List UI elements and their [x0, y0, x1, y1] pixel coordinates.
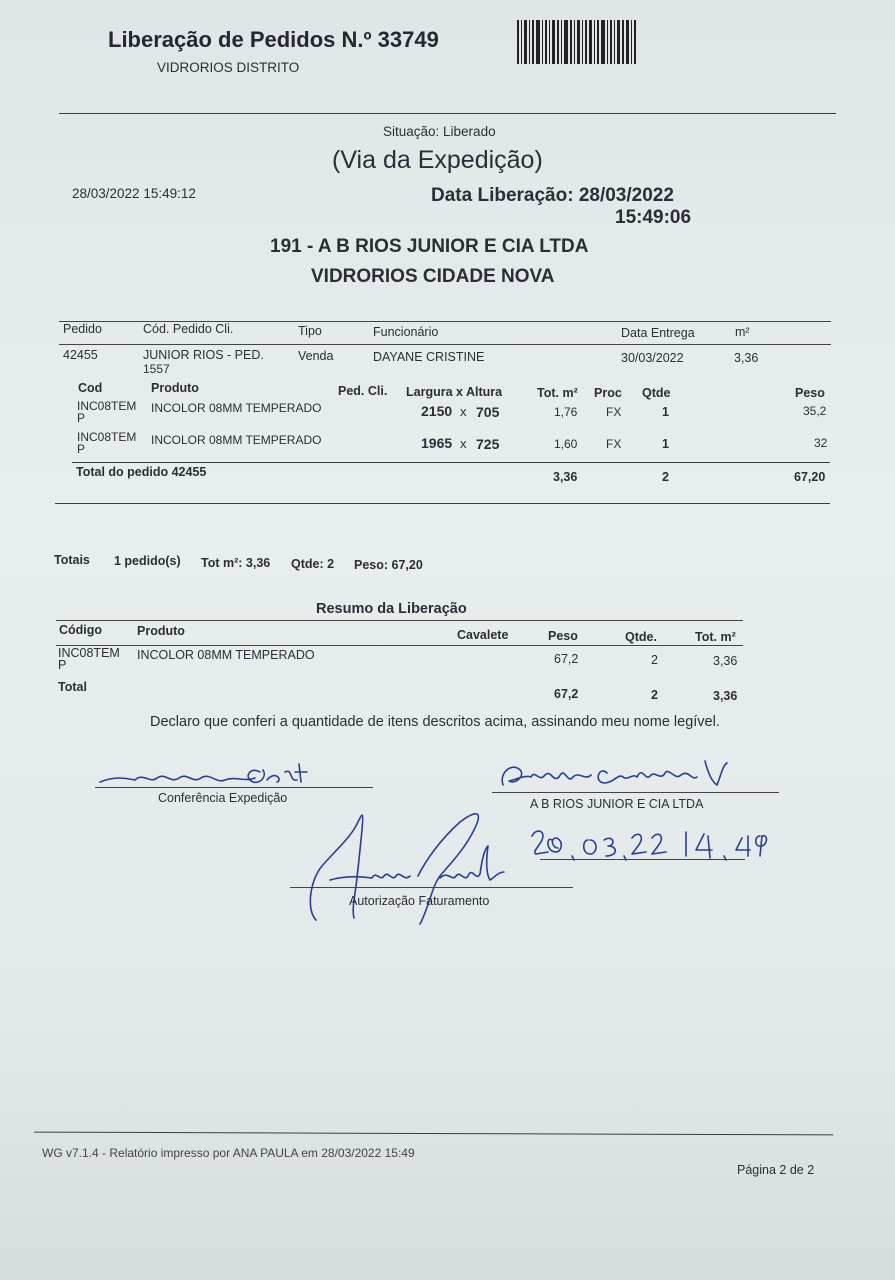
autorizacao-label: Autorização Faturamento [349, 894, 490, 908]
item-altura: 725 [476, 436, 500, 452]
signature-client [495, 755, 735, 795]
order-m2: 3,36 [734, 351, 759, 365]
resumo-produto: INCOLOR 08MM TEMPERADO [137, 648, 315, 662]
item-cod-suffix: P [77, 442, 86, 456]
item-peso: 32 [814, 436, 828, 450]
situacao-text: Situação: Liberado [383, 124, 496, 139]
order-pedido: 42455 [63, 348, 98, 362]
item-tot-m2: 1,76 [554, 405, 578, 419]
item-x: x [460, 436, 467, 451]
resumo-col-produto: Produto [137, 624, 185, 638]
order-total-m2: 3,36 [553, 470, 578, 484]
resumo-qtde: 2 [651, 653, 658, 667]
order-total-qtde: 2 [662, 470, 669, 484]
order-total-label: Total do pedido 42455 [76, 465, 207, 479]
item-cod: INC08TEM [77, 399, 137, 413]
conferencia-sign-line [95, 787, 373, 788]
item-col-produto: Produto [151, 381, 199, 395]
printed-by: WG v7.1.4 - Relatório impresso por ANA PAULA em 28/03/2022 15:49 [42, 1146, 415, 1160]
release-time: 15:49:06 [615, 207, 692, 228]
resumo-col-tot-m2: Tot. m² [695, 630, 736, 644]
order-bottom-rule [55, 503, 830, 504]
resumo-header-rule [56, 645, 743, 646]
resumo-cod: INC08TEM [58, 646, 120, 660]
item-qtde: 1 [662, 437, 669, 451]
item-altura: 705 [476, 404, 500, 420]
totais-peso: Peso: 67,20 [354, 558, 423, 572]
company-name: VIDRORIOS DISTRITO [157, 60, 300, 75]
totais-label: Totais [54, 553, 90, 567]
resumo-col-codigo: Código [59, 623, 103, 637]
client-sign-label: A B RIOS JUNIOR E CIA LTDA [530, 797, 704, 811]
item-produto: INCOLOR 08MM TEMPERADO [151, 401, 322, 415]
client-store: VIDRORIOS CIDADE NOVA [311, 266, 555, 287]
resumo-col-peso: Peso [548, 629, 578, 643]
order-cod-cli-1: JUNIOR RIOS - PED. [143, 348, 264, 362]
totais-qtde: Qtde: 2 [291, 557, 335, 571]
item-col-proc: Proc [594, 386, 622, 400]
item-tot-m2: 1,60 [554, 437, 578, 451]
order-funcionario: DAYANE CRISTINE [373, 350, 485, 364]
order-total-rule [72, 462, 830, 463]
item-cod: INC08TEM [77, 430, 137, 444]
resumo-top-rule [56, 620, 743, 621]
client-name: 191 - A B RIOS JUNIOR E CIA LTDA [270, 236, 589, 257]
order-cod-cli-2: 1557 [143, 362, 170, 376]
item-col-tot-m2: Tot. m² [537, 386, 578, 400]
order-data-entrega: 30/03/2022 [621, 351, 684, 365]
resumo-total-tot-m2: 3,36 [713, 689, 738, 703]
resumo-total-qtde: 2 [651, 688, 658, 702]
item-col-cod: Cod [78, 381, 103, 395]
item-col-ped-cli: Ped. Cli. [338, 384, 388, 398]
item-proc: FX [606, 405, 622, 419]
order-header-rule [59, 344, 831, 345]
item-cod-suffix: P [77, 411, 86, 425]
col-funcionario: Funcionário [373, 325, 439, 339]
totais-m2: Tot m²: 3,36 [201, 556, 271, 570]
col-pedido: Pedido [63, 322, 102, 336]
item-proc: FX [606, 437, 622, 451]
declaration-text: Declaro que conferi a quantidade de itens descritos acima, assinando meu nome legível. [150, 714, 720, 730]
print-datetime: 28/03/2022 15:49:12 [72, 186, 196, 201]
col-tipo: Tipo [298, 324, 322, 338]
item-col-qtde: Qtde [642, 386, 671, 400]
barcode-icon [517, 20, 655, 64]
item-peso: 35,2 [803, 404, 827, 418]
item-qtde: 1 [662, 405, 669, 419]
col-cod-cli: Cód. Pedido Cli. [143, 322, 234, 336]
col-m2: m² [735, 325, 750, 339]
resumo-cod-suffix: P [58, 658, 67, 672]
resumo-total-peso: 67,2 [554, 687, 579, 701]
header-divider [59, 113, 836, 114]
client-sign-line [492, 792, 779, 793]
item-produto: INCOLOR 08MM TEMPERADO [151, 433, 322, 447]
via-title: (Via da Expedição) [332, 146, 543, 174]
resumo-tot-m2: 3,36 [713, 654, 738, 668]
document-title: Liberação de Pedidos N.º 33749 [108, 27, 439, 52]
signature-autorizacao [300, 800, 520, 930]
conferencia-label: Conferência Expedição [158, 791, 288, 805]
resumo-peso: 67,2 [554, 652, 579, 666]
resumo-col-qtde: Qtde. [625, 630, 657, 644]
totais-pedidos: 1 pedido(s) [114, 554, 181, 568]
item-largura: 1965 [421, 435, 453, 451]
item-col-peso: Peso [795, 386, 825, 400]
date-sign-line [540, 859, 745, 860]
footer-rule [34, 1132, 833, 1136]
resumo-total-label: Total [58, 680, 87, 694]
autorizacao-sign-line [290, 887, 573, 888]
item-col-dims: Largura x Altura [406, 385, 503, 399]
release-date: Data Liberação: 28/03/2022 [431, 185, 674, 206]
resumo-title: Resumo da Liberação [316, 601, 467, 617]
signature-date [528, 822, 778, 868]
item-largura: 2150 [421, 403, 453, 419]
resumo-col-cavalete: Cavalete [457, 628, 509, 642]
order-total-peso: 67,20 [794, 470, 826, 484]
col-data-entrega: Data Entrega [621, 326, 695, 340]
item-x: x [460, 404, 467, 419]
page-number: Página 2 de 2 [737, 1163, 815, 1177]
order-tipo: Venda [298, 349, 334, 363]
